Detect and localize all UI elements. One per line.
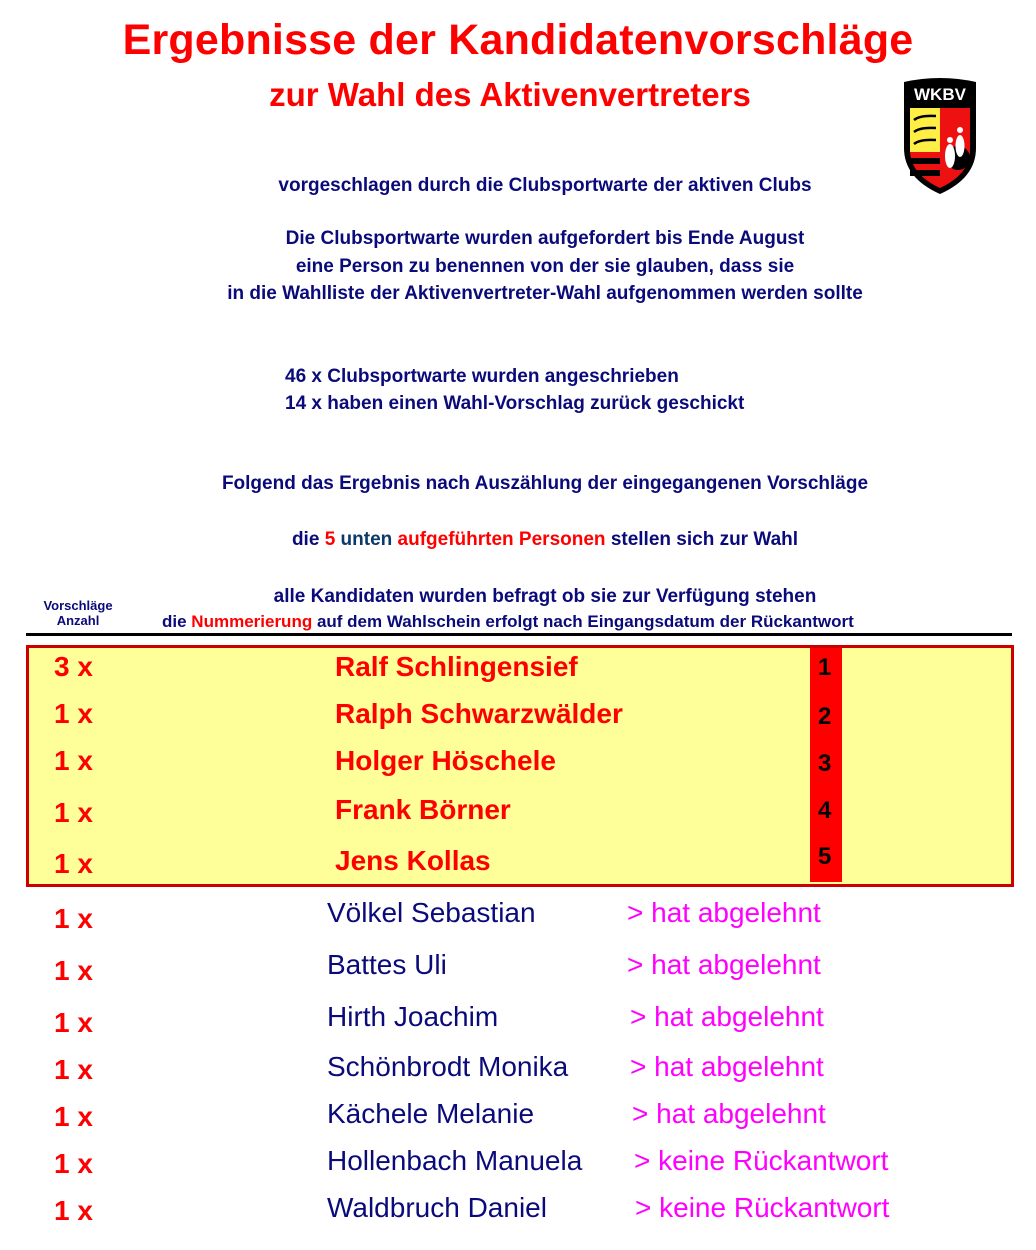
other-status: > keine Rückantwort bbox=[634, 1145, 889, 1176]
candidate-number: 2 bbox=[818, 703, 832, 730]
page-subtitle: zur Wahl des Aktivenvertreters bbox=[269, 76, 751, 113]
candidate-name: Jens Kollas bbox=[335, 845, 491, 876]
result-line: Folgend das Ergebnis nach Auszählung der eingegangenen Vorschläge bbox=[221, 473, 869, 494]
stat-returned: 14 x haben einen Wahl-Vorschlag zurück geschickt bbox=[285, 393, 745, 414]
candidate-name: Ralf Schlingensief bbox=[335, 651, 578, 682]
candidate-number: 4 bbox=[818, 797, 832, 824]
candidate-number: 1 bbox=[818, 654, 832, 681]
other-count: 1 x bbox=[54, 1054, 93, 1085]
intro-line: vorgeschlagen durch die Clubsportwarte der aktiven Clubs bbox=[278, 175, 812, 196]
numbering-highlight: Nummerierung bbox=[191, 612, 313, 631]
other-name: Kächele Melanie bbox=[327, 1098, 535, 1129]
candidates-count: 5 bbox=[324, 529, 336, 550]
candidate-number: 3 bbox=[818, 750, 832, 777]
column-header-line1: Vorschläge bbox=[43, 598, 113, 613]
candidates-line-part: die bbox=[291, 529, 325, 550]
other-status: > hat abgelehnt bbox=[630, 1051, 824, 1082]
other-count: 1 x bbox=[54, 1195, 93, 1226]
numbering-line-part: auf dem Wahlschein erfolgt nach Eingangsdatum der Rückantwort bbox=[312, 612, 854, 631]
other-count: 1 x bbox=[54, 1148, 93, 1179]
candidate-name: Ralph Schwarzwälder bbox=[335, 698, 623, 729]
candidates-line-part: stellen sich zur Wahl bbox=[610, 529, 799, 550]
other-name: Hollenbach Manuela bbox=[327, 1145, 583, 1176]
candidate-count: 1 x bbox=[54, 698, 93, 729]
candidate-name: Holger Höschele bbox=[335, 745, 556, 776]
candidate-count: 1 x bbox=[54, 848, 93, 879]
candidate-count: 3 x bbox=[54, 651, 93, 682]
other-status: > hat abgelehnt bbox=[627, 897, 821, 928]
svg-text:WKBV: WKBV bbox=[914, 85, 966, 104]
candidate-name: Frank Börner bbox=[335, 794, 511, 825]
page-title: Ergebnisse der Kandidatenvorschläge bbox=[122, 16, 914, 64]
other-status: > keine Rückantwort bbox=[635, 1192, 890, 1223]
numbering-line bbox=[162, 612, 854, 632]
intro-paragraph-3: in die Wahlliste der Aktivenvertreter-Wahl aufgenommen werden sollte bbox=[227, 283, 863, 304]
other-name: Völkel Sebastian bbox=[327, 897, 536, 928]
other-count: 1 x bbox=[54, 1007, 93, 1038]
column-header-line2: Anzahl bbox=[56, 613, 100, 628]
other-name: Battes Uli bbox=[327, 949, 447, 980]
candidates-line-highlight: aufgeführten Personen bbox=[397, 529, 606, 550]
other-count: 1 x bbox=[54, 903, 93, 934]
intro-paragraph-2: eine Person zu benennen von der sie glauben, dass sie bbox=[295, 256, 795, 277]
other-status: > hat abgelehnt bbox=[630, 1001, 824, 1032]
numbering-line-part: die bbox=[162, 612, 192, 631]
candidate-count: 1 x bbox=[54, 745, 93, 776]
candidate-number: 5 bbox=[818, 843, 832, 870]
other-count: 1 x bbox=[54, 1101, 93, 1132]
stat-written: 46 x Clubsportwarte wurden angeschrieben bbox=[285, 366, 679, 387]
other-name: Hirth Joachim bbox=[327, 1001, 499, 1032]
other-name: Schönbrodt Monika bbox=[327, 1051, 569, 1082]
candidate-count: 1 x bbox=[54, 797, 93, 828]
other-status: > hat abgelehnt bbox=[632, 1098, 826, 1129]
candidates-line bbox=[0, 529, 1036, 551]
other-name: Waldbruch Daniel bbox=[327, 1192, 547, 1223]
asked-line: alle Kandidaten wurden befragt ob sie zur Verfügung stehen bbox=[273, 586, 817, 607]
divider bbox=[26, 633, 1012, 636]
column-header-count bbox=[30, 598, 126, 628]
other-status: > hat abgelehnt bbox=[627, 949, 821, 980]
candidates-line-part: unten bbox=[340, 529, 393, 550]
other-count: 1 x bbox=[54, 955, 93, 986]
intro-paragraph-1: Die Clubsportwarte wurden aufgefordert bis Ende August bbox=[285, 228, 805, 249]
